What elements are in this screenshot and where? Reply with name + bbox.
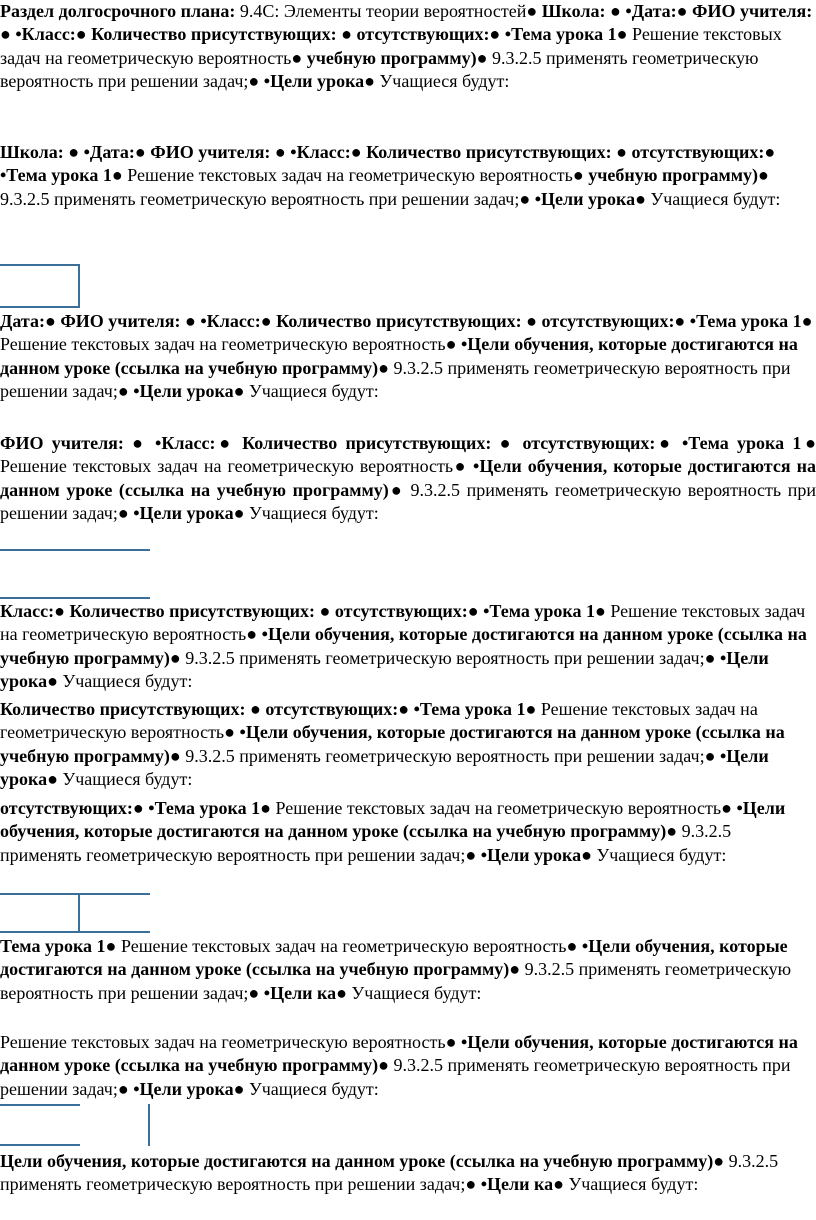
table-rule [0, 1144, 80, 1146]
table-rule [78, 893, 80, 933]
table-rule [0, 264, 80, 266]
text-run: 9.3.2.5 применять геометрическую вероятность при решении задач; [185, 745, 705, 766]
text-block-1 [0, 0, 816, 93]
text-run: Учащиеся будут: [650, 188, 781, 209]
text-run: 9.3.2.5 применять геометрическую вероятность при решении задач; [0, 821, 732, 865]
text-run: 9.3.2.5 применять геометрическую вероятность при решении задач; [0, 959, 792, 1003]
table-rule [0, 549, 150, 551]
text-run: Учащиеся будут: [568, 1174, 699, 1195]
bold-text-run: ● •Цели обучения, которые достигаются на данном уроке (ссылка на учебную программу)● [0, 624, 807, 668]
bold-text-run: ● •Цели обучения, которые достигаются на данном уроке (ссылка на учебную программу)● [0, 722, 785, 766]
bold-text-run: ● •Цели урока● [465, 844, 597, 865]
bold-text-run: ● •Дата:● ФИО учителя: ● •Класс:● Количество присутствующих: [0, 1, 813, 45]
bold-text-run: учебную программу)● [583, 165, 769, 186]
bold-text-run: Дата:● ФИО учителя: ● •Класс:● Количество присутствующих: [0, 311, 522, 331]
table-rule [0, 931, 150, 933]
bold-text-run: ● отсутствующих:● •Тема урока 1● [0, 142, 776, 186]
bold-text-run: ● •Цели урока● [248, 70, 380, 91]
text-block-10 [0, 1150, 816, 1197]
bold-text-run: Школа: ● •Дата:● ФИО учителя: ● •Класс:● Количество присутствующих: [0, 142, 612, 162]
bold-text-run: ● •Цели обучения, которые достигаются на данном уроке (ссылка на учебную программу)● [0, 798, 786, 842]
text-run: 9.4С: Элементы теории вероятностей [239, 1, 527, 21]
bold-text-run: Класс:● Количество присутствующих: ● отсутствующих:● •Тема урока 1● [0, 601, 611, 621]
text-run: Учащиеся будут: [62, 768, 193, 789]
text-block-3 [0, 310, 816, 403]
bold-text-run: Тема урока 1● [0, 936, 121, 956]
bold-text-run: отсутствующих:● •Тема урока 1● [0, 798, 276, 818]
text-run: Учащиеся будут: [248, 1078, 379, 1099]
bold-text-run: ● •Цели обучения, которые достигаются на данном уроке (ссылка на учебную программу)● [0, 334, 798, 378]
bold-text-run: ● [572, 165, 584, 186]
text-run: Учащиеся будут: [248, 502, 379, 523]
text-run: Решение текстовых задач на геометрическую вероятность [0, 456, 454, 477]
bold-text-run: Раздел долгосрочного плана: [0, 1, 240, 21]
text-block-8 [0, 935, 816, 1005]
text-run: Учащиеся будут: [379, 70, 510, 91]
table-rule [0, 893, 150, 895]
text-run: 9.3.2.5 применять геометрическую вероятность при решении задач; [0, 357, 791, 401]
table-rule [0, 597, 150, 599]
bold-text-run: ● •Цели урока● [117, 380, 249, 401]
text-run: 9.3.2.5 применять геометрическую вероятность при решении задач; [0, 479, 816, 523]
bold-text-run: ● отсутствующих:● •Тема урока 1● [336, 24, 633, 45]
bold-text-run: ● •Цели ка● [465, 1174, 569, 1195]
bold-text-run: ● •Цели урока● [519, 188, 651, 209]
text-run: 9.3.2.5 применять геометрическую вероятность при решении задач; [0, 1151, 779, 1195]
bold-text-run: Количество присутствующих: ● отсутствующих:● •Тема урока 1● [0, 699, 541, 719]
text-run: Решение текстовых задач на геометрическую вероятность [0, 24, 782, 68]
text-block-9 [0, 1031, 816, 1101]
text-block-6 [0, 698, 816, 791]
bold-text-run: учебную программу)● [302, 47, 492, 68]
text-block-4 [0, 432, 816, 525]
bold-text-run: ● [291, 47, 303, 68]
text-block-5 [0, 600, 816, 693]
text-run: Решение текстовых задач на геометрическую вероятность [275, 798, 722, 818]
text-run: Учащиеся будут: [62, 670, 193, 691]
text-run: 9.3.2.5 применять геометрическую вероятность при решении задач; [0, 188, 520, 209]
text-run: Решение текстовых задач на геометрическую вероятность [0, 1032, 446, 1052]
bold-text-run: ● •Цели обучения, которые достигаются на данном уроке (ссылка на учебную программу)● [0, 1032, 798, 1076]
bold-text-run: ● •Цели обучения, которые достигаются на данном уроке (ссылка на учебную программу)● [0, 456, 816, 500]
text-run: Решение текстовых задач на геометрическую вероятность [0, 699, 758, 743]
text-run: 9.3.2.5 применять геометрическую вероятность при решении задач; [0, 1055, 791, 1099]
bold-text-run: ● отсутствующих:● •Тема урока 1● [521, 311, 813, 331]
text-run: Решение текстовых задач на геометрическую вероятность [120, 936, 567, 956]
bold-text-run: ● Школа: [526, 1, 606, 21]
text-run: Учащиеся будут: [248, 380, 379, 401]
bold-text-run: ФИО учителя: ● •Класс:● Количество присутствующих: ● отсутствующих:● •Тема урока 1● [0, 433, 816, 453]
table-rule [0, 306, 80, 308]
text-run: Решение текстовых задач на геометрическую вероятность [0, 334, 446, 355]
text-run: Учащиеся будут: [596, 844, 727, 865]
text-run: 9.3.2.5 применять геометрическую вероятность при решении задач; [185, 647, 705, 668]
bold-text-run: ● •Цели урока● [0, 745, 769, 789]
bold-text-run: ● •Цели ка● [248, 982, 352, 1003]
bold-text-run: ● •Цели урока● [117, 502, 249, 523]
bold-text-run: ● •Цели урока● [0, 647, 769, 691]
bold-text-run: ● •Цели урока● [117, 1078, 249, 1099]
bold-text-run: Цели обучения, которые достигаются на данном уроке (ссылка на учебную программу)● [0, 1151, 729, 1171]
text-block-2 [0, 141, 816, 211]
text-run: Решение текстовых задач на геометрическую вероятность [0, 601, 806, 645]
text-run: 9.3.2.5 применять геометрическую вероятность при решении задач; [0, 47, 759, 91]
table-rule [78, 264, 80, 308]
table-rule [148, 1104, 150, 1146]
bold-text-run: ● •Цели обучения, которые достигаются на данном уроке (ссылка на учебную программу)● [0, 936, 788, 980]
text-block-7 [0, 797, 816, 867]
table-rule [0, 1104, 80, 1106]
text-run: Решение текстовых задач на геометрическую вероятность [127, 165, 573, 186]
text-run: Учащиеся будут: [351, 982, 482, 1003]
